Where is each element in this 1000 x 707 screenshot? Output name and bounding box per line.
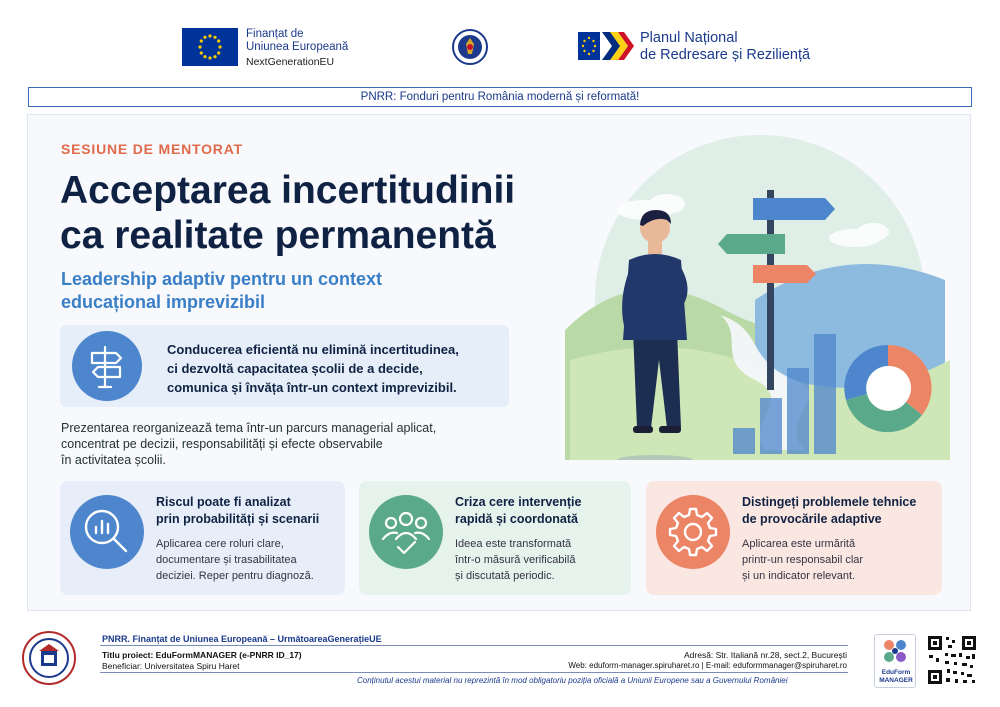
footer-project-title: Titlu proiect: EduFormMANAGER (e-PNRR ID_17) — [102, 650, 302, 660]
card2-title-line2: rapidă și coordonată — [455, 512, 578, 526]
card3-desc-line1: Aplicarea este urmărită — [742, 538, 856, 550]
eduform-logo-line1: EduForm — [881, 669, 911, 676]
card2-desc-line2: într-o măsură verificabilă — [455, 554, 576, 566]
eu-flag-icon — [182, 28, 238, 66]
pnrr-text-line1: Planul Național — [640, 30, 738, 46]
card1-title-line1: Riscul poate fi analizat — [156, 495, 291, 509]
card3-desc-line3: și un indicator relevant. — [742, 570, 856, 582]
eu-funding-logo — [182, 28, 348, 69]
page-subtitle — [61, 268, 481, 314]
card2-desc-line3: și discutată periodic. — [455, 570, 555, 582]
eu-text-line2: Uniunea Europeană — [246, 41, 349, 53]
intro-line2: concentrat pe decizii, responsabilități și efecte observabile — [61, 437, 383, 451]
footer-funding-line: PNRR. Finanțat de Uniunea Europeană – UrmătoareaGenerațieUE — [102, 634, 382, 644]
pnrr-banner: PNRR: Fonduri pentru România modernă și reformată! — [28, 87, 972, 107]
footer-disclaimer: Conținutul acestui material nu reprezintă în mod obligatoriu poziția oficială a Uniunii Europene sau a Guvernului României — [357, 676, 788, 685]
team-check-icon — [369, 495, 443, 569]
pnrr-logo — [578, 30, 810, 64]
title-line2: ca realitate permanentă — [60, 214, 496, 257]
card2-title-line1: Criza cere intervenție — [455, 495, 582, 509]
pnrr-flag-icon — [578, 30, 634, 62]
card1-desc-line2: documentare și trasabilitatea — [156, 554, 297, 566]
university-seal-icon — [22, 631, 76, 685]
card3-title-line1: Distingeți problemele tehnice — [742, 495, 917, 509]
title-line1: Acceptarea incertitudinii — [60, 169, 516, 212]
intro-paragraph — [61, 420, 481, 468]
card1-desc-line1: Aplicarea cere roluri clare, — [156, 538, 284, 550]
card3-desc-line2: printr-un responsabil clar — [742, 554, 864, 566]
intro-line3: în activitatea școlii. — [61, 453, 166, 467]
risk-analysis-card — [60, 481, 345, 595]
key-message-line2: ci dezvoltă capacitatea școlii de a decide, — [167, 361, 423, 376]
footer-divider-bottom — [100, 672, 848, 673]
footer-address: Adresă: Str. Italiană nr.28, sect.2, București — [683, 650, 847, 660]
card1-desc-line3: deciziei. Reper pentru diagnoză. — [156, 570, 314, 582]
signpost-icon — [72, 331, 142, 401]
session-eyebrow: SESIUNE DE MENTORAT — [61, 141, 243, 157]
eduform-logo-line2: MANAGER — [879, 677, 913, 684]
intro-line1: Prezentarea reorganizează tema într-un parcurs managerial aplicat, — [61, 421, 437, 435]
crisis-intervention-card — [359, 481, 631, 595]
card1-title-line2: prin probabilități și scenarii — [156, 512, 320, 526]
chart-magnifier-icon — [70, 495, 144, 569]
card3-title-line2: de provocările adaptive — [742, 512, 882, 526]
gear-icon — [656, 495, 730, 569]
eu-text-line1: Finanțat de — [246, 28, 304, 40]
footer-web-email: Web: eduform-manager.spiruharet.ro | E-mail: eduformmanager@spiruharet.ro — [568, 661, 847, 670]
card2-desc-line1: Ideea este transformată — [455, 538, 572, 550]
leader-crossroads-illustration — [555, 130, 955, 460]
footer-divider-top — [100, 645, 848, 646]
key-message-box — [60, 325, 509, 407]
key-message-line3: comunica și învăța într-un context imprevizibil. — [167, 380, 457, 395]
key-message-line1: Conducerea eficientă nu elimină incertitudinea, — [167, 342, 459, 357]
footer-beneficiary: Beneficiar: Universitatea Spiru Haret — [102, 661, 240, 671]
page-title — [60, 168, 580, 258]
pnrr-text-line2: de Redresare și Reziliență — [640, 47, 811, 63]
header — [0, 0, 1000, 84]
eu-text-line3: NextGenerationEU — [246, 56, 335, 68]
subtitle-line1: Leadership adaptiv pentru un context — [61, 269, 383, 289]
qr-code-icon[interactable] — [926, 634, 978, 686]
eduform-manager-logo — [874, 634, 916, 688]
adaptive-challenges-card — [646, 481, 942, 595]
subtitle-line2: educațional imprevizibil — [61, 292, 266, 312]
romanian-government-crest-icon — [452, 27, 488, 67]
